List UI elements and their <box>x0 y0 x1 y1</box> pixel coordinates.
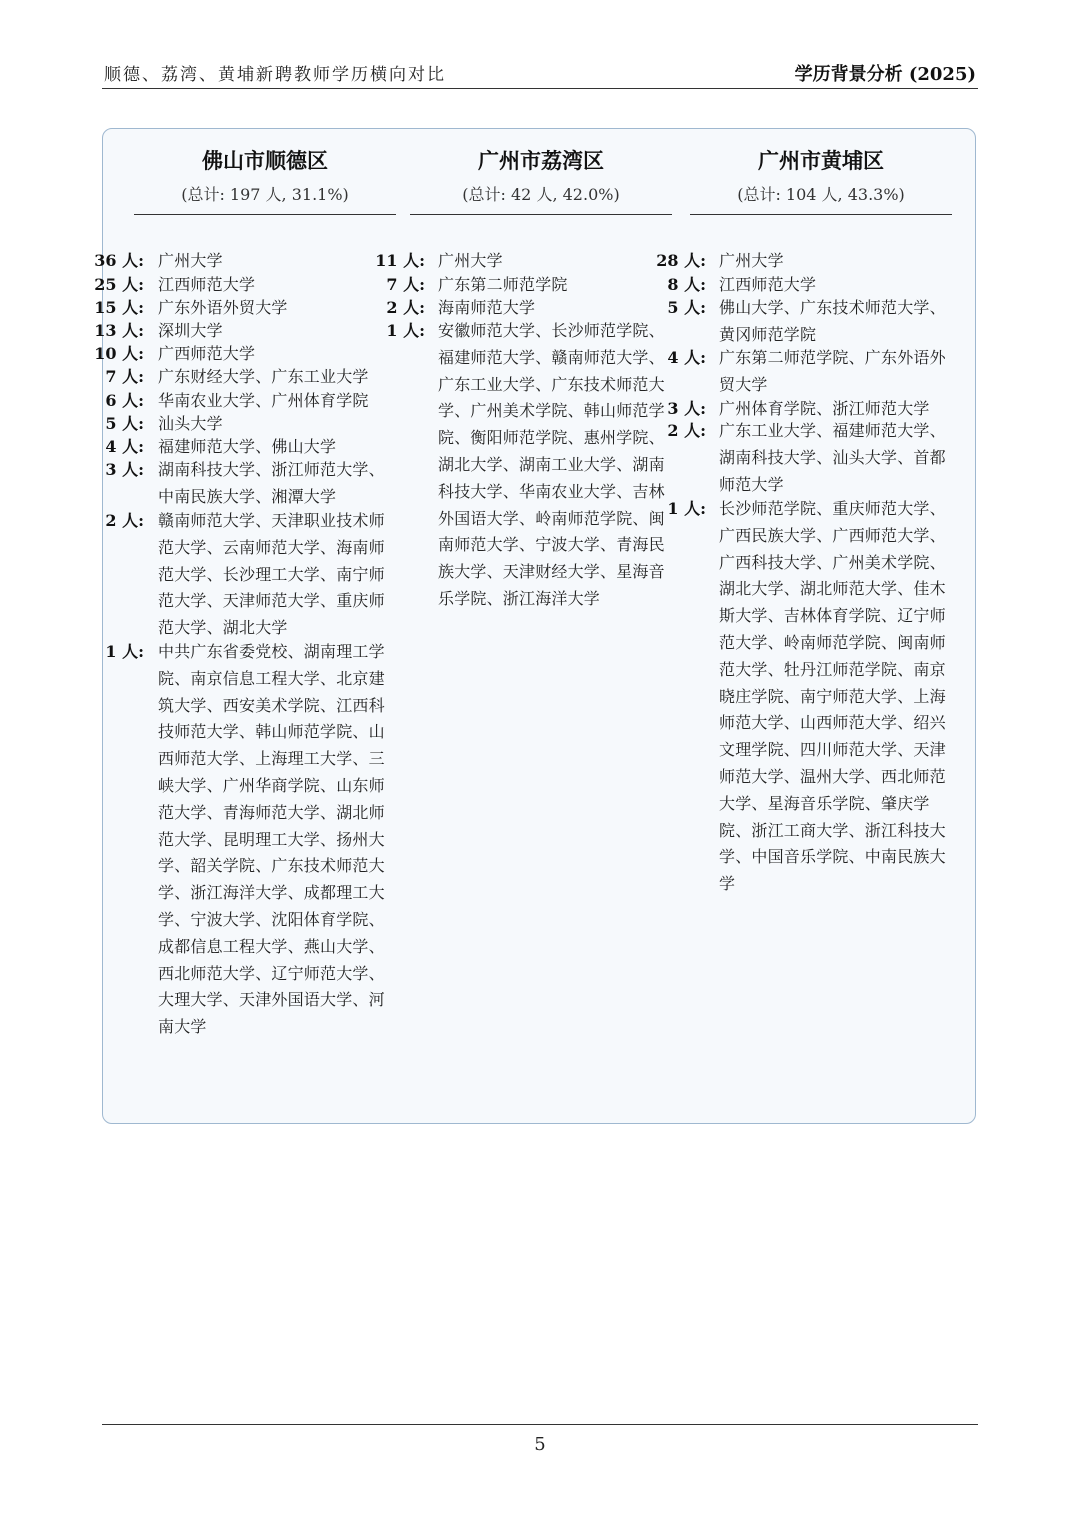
entry-schools: 华南农业大学、广州体育学院 <box>158 391 369 410</box>
entry-schools: 赣南师范大学、天津职业技术师范大学、云南师范大学、海南师范大学、长沙理工大学、南宁师范大学、天津师范大学、重庆师范大学、湖北大学 <box>158 511 385 638</box>
entry-count: 5 人: <box>667 298 706 317</box>
entry-count: 8 人: <box>667 275 706 294</box>
entry-schools: 广东财经大学、广东工业大学 <box>158 367 369 386</box>
entry-count: 5 人: <box>105 414 144 433</box>
entry-count: 3 人: <box>667 399 706 418</box>
entry-schools: 广西师范大学 <box>158 344 256 363</box>
entry-schools: 福建师范大学、佛山大学 <box>158 437 337 456</box>
district-subtitle: (总计: 197 人, 31.1%) <box>181 185 349 204</box>
entry-schools: 江西师范大学 <box>719 275 817 294</box>
entry-schools: 湖南科技大学、浙江师范大学、中南民族大学、湘潭大学 <box>158 460 385 506</box>
district-rule <box>690 214 952 215</box>
entry-schools: 广州大学 <box>158 251 223 270</box>
district-column-shunde <box>134 146 396 215</box>
entry-schools: 广东第二师范学院、广东外语外贸大学 <box>719 348 946 394</box>
header-right-title: 学历背景分析 (2025) <box>794 64 976 85</box>
district-subtitle: (总计: 104 人, 43.3%) <box>737 185 905 204</box>
entry-schools: 广东外语外贸大学 <box>158 298 288 317</box>
entry-schools: 深圳大学 <box>158 321 223 340</box>
header-left-title: 顺德、荔湾、黄埔新聘教师学历横向对比 <box>104 65 446 85</box>
entry-schools: 长沙师范学院、重庆师范大学、广西民族大学、广西师范大学、广西科技大学、广州美术学院、湖北大学、湖北师范大学、佳木斯大学、吉林体育学院、辽宁师范大学、岭南师范学院、闽南师范大学、牡丹江师范学院、南京晓庄学院、南宁师范大学、上海师范大学、山西师范大学、绍兴文理学院、四川师范大学、天津师范大学、温州大学、西北师范大学、星海音乐学院、肇庆学院、浙江工商大学、浙江科技大学、中国音乐学院、中南民族大学 <box>719 499 946 894</box>
entry-count: 10 人: <box>94 344 144 363</box>
entry-count: 2 人: <box>667 421 706 440</box>
entry-count: 6 人: <box>105 391 144 410</box>
entry-count: 7 人: <box>105 367 144 386</box>
entry-schools: 安徽师范大学、长沙师范学院、福建师范大学、赣南师范大学、广东工业大学、广东技术师范大学、广州美术学院、韩山师范学院、衡阳师范学院、惠州学院、湖北大学、湖南工业大学、湖南科技大学、华南农业大学、吉林外国语大学、岭南师范学院、闽南师范大学、宁波大学、青海民族大学、天津财经大学、星海音乐学院、浙江海洋大学 <box>438 321 665 608</box>
entry-count: 4 人: <box>667 348 706 367</box>
entry-schools: 佛山大学、广东技术师范大学、黄冈师范学院 <box>719 298 946 344</box>
district-subtitle: (总计: 42 人, 42.0%) <box>462 185 620 204</box>
entry-count: 3 人: <box>105 460 144 479</box>
header-rule <box>102 88 978 89</box>
entry-count: 2 人: <box>105 511 144 530</box>
footer-rule <box>102 1424 978 1425</box>
entry-count: 36 人: <box>94 251 144 270</box>
district-rule <box>410 214 672 215</box>
entry-count: 7 人: <box>386 275 425 294</box>
entry-schools: 中共广东省委党校、湖南理工学院、南京信息工程大学、北京建筑大学、西安美术学院、江西科技师范大学、韩山师范学院、山西师范大学、上海理工大学、三峡大学、广州华商学院、山东师范大学、青海师范大学、湖北师范大学、昆明理工大学、扬州大学、韶关学院、广东技术师范大学、浙江海洋大学、成都理工大学、宁波大学、沈阳体育学院、成都信息工程大学、燕山大学、西北师范大学、辽宁师范大学、大理大学、天津外国语大学、河南大学 <box>158 642 385 1037</box>
entry-count: 4 人: <box>105 437 144 456</box>
district-title: 广州市荔湾区 <box>478 148 604 173</box>
district-column-liwan <box>410 146 672 215</box>
entry-schools: 江西师范大学 <box>158 275 256 294</box>
entry-schools: 广州大学 <box>719 251 784 270</box>
entry-count: 1 人: <box>667 499 706 518</box>
entry-count: 13 人: <box>94 321 144 340</box>
entry-schools: 广州体育学院、浙江师范大学 <box>719 399 930 418</box>
entry-schools: 汕头大学 <box>158 414 223 433</box>
district-column-huangpu <box>690 146 952 215</box>
district-title: 佛山市顺德区 <box>202 148 328 173</box>
page-number: 5 <box>534 1434 546 1455</box>
entry-schools: 广东第二师范学院 <box>438 275 568 294</box>
entry-count: 2 人: <box>386 298 425 317</box>
entry-schools: 广州大学 <box>438 251 503 270</box>
entry-count: 28 人: <box>656 251 706 270</box>
district-title: 广州市黄埔区 <box>758 148 884 173</box>
district-rule <box>134 214 396 215</box>
entry-schools: 广东工业大学、福建师范大学、湖南科技大学、汕头大学、首都师范大学 <box>719 421 946 494</box>
entry-count: 1 人: <box>386 321 425 340</box>
entry-schools: 海南师范大学 <box>438 298 536 317</box>
entry-count: 1 人: <box>105 642 144 661</box>
entry-count: 11 人: <box>375 251 425 270</box>
entry-count: 25 人: <box>94 275 144 294</box>
entry-count: 15 人: <box>94 298 144 317</box>
